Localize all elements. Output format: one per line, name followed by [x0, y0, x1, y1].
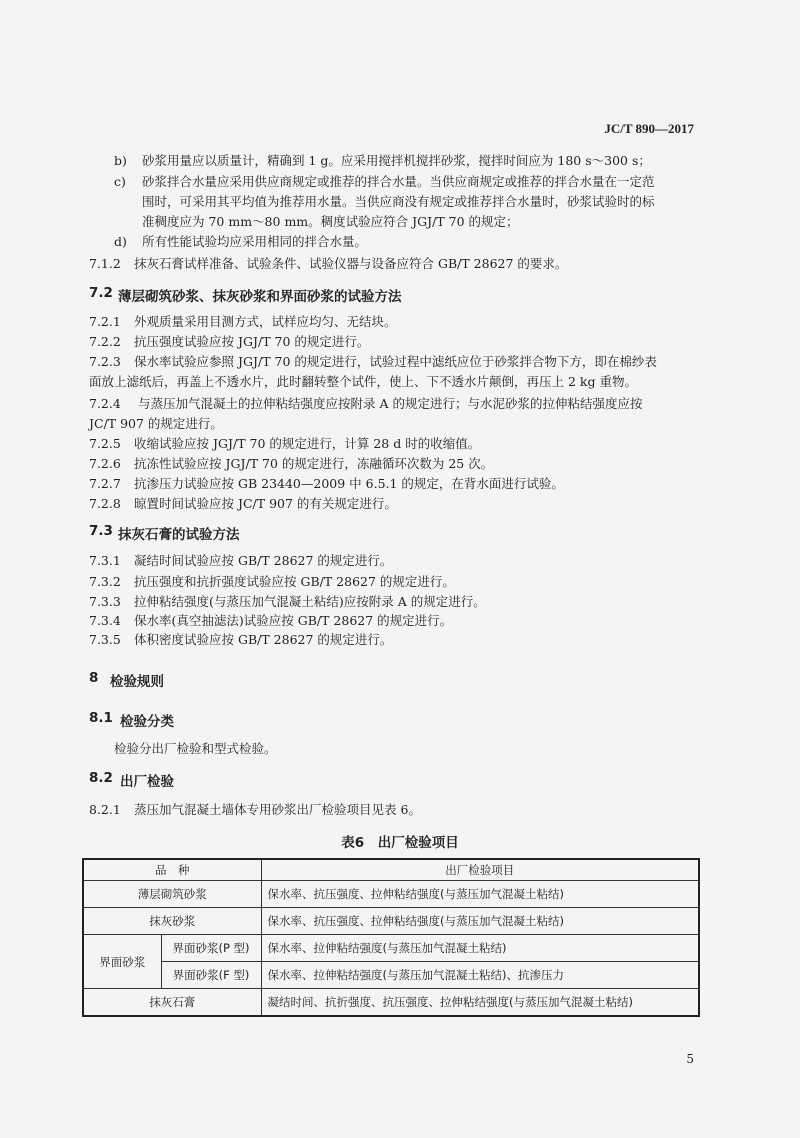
clause-number: 7.3.1 — [89, 553, 121, 568]
clause-text: 抹灰石膏试样准备、试验条件、试验仪器与设备应符合 GB/T 28627 的要求。 — [134, 256, 568, 271]
clause-number: 8.2.1 — [89, 802, 121, 817]
header-items: 出厂检验项目 — [261, 859, 699, 881]
clause-number: 7.3.3 — [89, 594, 121, 609]
cell-items: 保水率、拉伸粘结强度(与蒸压加气混凝土粘结) — [261, 935, 699, 962]
cell-type: 界面砂浆(P 型) — [161, 935, 261, 962]
table-row — [83, 935, 699, 962]
section-number: 7.2 — [89, 285, 113, 301]
list-text: 围时，可采用其平均值为推荐用水量。当供应商没有规定或推荐拌合水量时，砂浆试验时的标 — [142, 194, 655, 209]
list-text: 砂浆用量应以质量计，精确到 1 g。应采用搅拌机搅拌砂浆，搅拌时间应为 180 s～300 s； — [142, 153, 651, 168]
cell-type: 界面砂浆(F 型) — [161, 962, 261, 989]
clause-text: 收缩试验应按 JGJ/T 70 的规定进行，计算 28 d 时的收缩值。 — [134, 436, 481, 451]
list-label: d) — [114, 234, 127, 249]
clause-number: 7.1.2 — [89, 256, 121, 271]
section-number: 7.3 — [89, 523, 113, 539]
chapter-title: 检验规则 — [110, 674, 164, 690]
clause-number: 7.2.2 — [89, 334, 121, 349]
clause-text: JC/T 907 的规定进行。 — [89, 416, 223, 431]
clause-text: 蒸压加气混凝土墙体专用砂浆出厂检验项目见表 6。 — [134, 802, 421, 817]
clause-text: 抗压强度和抗折强度试验应按 GB/T 28627 的规定进行。 — [134, 574, 455, 589]
table-caption: 表6 出厂检验项目 — [341, 835, 459, 851]
clause-text: 面放上滤纸后，再盖上不透水片，此时翻转整个试件，使上、下不透水片颠倒，再压上 2 kg 重物。 — [89, 374, 637, 389]
clause-number: 7.2.1 — [89, 314, 121, 329]
cell-type: 抹灰砂浆 — [83, 908, 261, 935]
clause-number: 7.2.6 — [89, 456, 121, 471]
clause-text: 抗压强度试验应按 JGJ/T 70 的规定进行。 — [134, 334, 370, 349]
table-row — [83, 962, 699, 989]
clause-text: 与蒸压加气混凝土的拉伸粘结强度应按附录 A 的规定进行；与水泥砂浆的拉伸粘结强度应按 — [138, 396, 643, 411]
list-text: 砂浆拌合水量应采用供应商规定或推荐的拌合水量。当供应商规定或推荐的拌合水量在一定范 — [142, 174, 655, 189]
clause-text: 凝结时间试验应按 GB/T 28627 的规定进行。 — [134, 553, 393, 568]
section-title: 抹灰石膏的试验方法 — [118, 527, 240, 543]
clause-text: 抗冻性试验应按 JGJ/T 70 的规定进行，冻融循环次数为 25 次。 — [134, 456, 494, 471]
section-title: 出厂检验 — [120, 774, 174, 790]
clause-number: 7.2.4 — [89, 396, 121, 411]
section-number: 8.2 — [89, 770, 113, 786]
cell-type: 抹灰石膏 — [83, 989, 261, 1017]
clause-text: 保水率(真空抽滤法)试验应按 GB/T 28627 的规定进行。 — [134, 613, 453, 628]
clause-text: 外观质量采用目测方式，试样应均匀、无结块。 — [134, 314, 397, 329]
section-title: 检验分类 — [120, 714, 174, 730]
cell-group: 界面砂浆 — [83, 935, 161, 989]
section-number: 8.1 — [89, 710, 113, 726]
clause-number: 7.3.2 — [89, 574, 121, 589]
table-row — [83, 989, 699, 1017]
clause-number: 7.2.7 — [89, 476, 121, 491]
list-label: b) — [114, 153, 127, 168]
inspection-items-table — [82, 858, 700, 1017]
clause-number: 7.3.4 — [89, 613, 121, 628]
cell-items: 凝结时间、抗折强度、抗压强度、拉伸粘结强度(与蒸压加气混凝土粘结) — [261, 989, 699, 1017]
clause-text: 保水率试验应参照 JGJ/T 70 的规定进行，试验过程中滤纸应位于砂浆拌合物下方，即在棉纱表 — [134, 354, 657, 369]
clause-text: 晾置时间试验应按 JC/T 907 的有关规定进行。 — [134, 496, 397, 511]
list-text: 准稠度应为 70 mm～80 mm。稠度试验应符合 JGJ/T 70 的规定； — [142, 214, 519, 229]
clause-number: 7.2.3 — [89, 354, 121, 369]
cell-items: 保水率、抗压强度、拉伸粘结强度(与蒸压加气混凝土粘结) — [261, 881, 699, 908]
clause-number: 7.2.8 — [89, 496, 121, 511]
clause-number: 7.2.5 — [89, 436, 121, 451]
cell-items: 保水率、拉伸粘结强度(与蒸压加气混凝土粘结)、抗渗压力 — [261, 962, 699, 989]
table-header-row — [83, 859, 699, 881]
clause-text: 体积密度试验应按 GB/T 28627 的规定进行。 — [134, 632, 393, 647]
list-text: 所有性能试验均应采用相同的拌合水量。 — [142, 234, 368, 249]
chapter-number: 8 — [89, 670, 99, 686]
standard-code: JC/T 890—2017 — [604, 121, 694, 136]
page-number: 5 — [686, 1052, 694, 1066]
list-label: c) — [114, 174, 126, 189]
section-title: 薄层砌筑砂浆、抹灰砂浆和界面砂浆的试验方法 — [118, 289, 402, 305]
clause-number: 7.3.5 — [89, 632, 121, 647]
cell-items: 保水率、抗压强度、拉伸粘结强度(与蒸压加气混凝土粘结) — [261, 908, 699, 935]
clause-text: 拉伸粘结强度(与蒸压加气混凝土粘结)应按附录 A 的规定进行。 — [134, 594, 486, 609]
header-type: 品 种 — [83, 859, 261, 881]
cell-type: 薄层砌筑砂浆 — [83, 881, 261, 908]
paragraph: 检验分出厂检验和型式检验。 — [114, 741, 277, 756]
table-row — [83, 908, 699, 935]
table-row — [83, 881, 699, 908]
clause-text: 抗渗压力试验应按 GB 23440—2009 中 6.5.1 的规定，在背水面进行试验。 — [134, 476, 564, 491]
